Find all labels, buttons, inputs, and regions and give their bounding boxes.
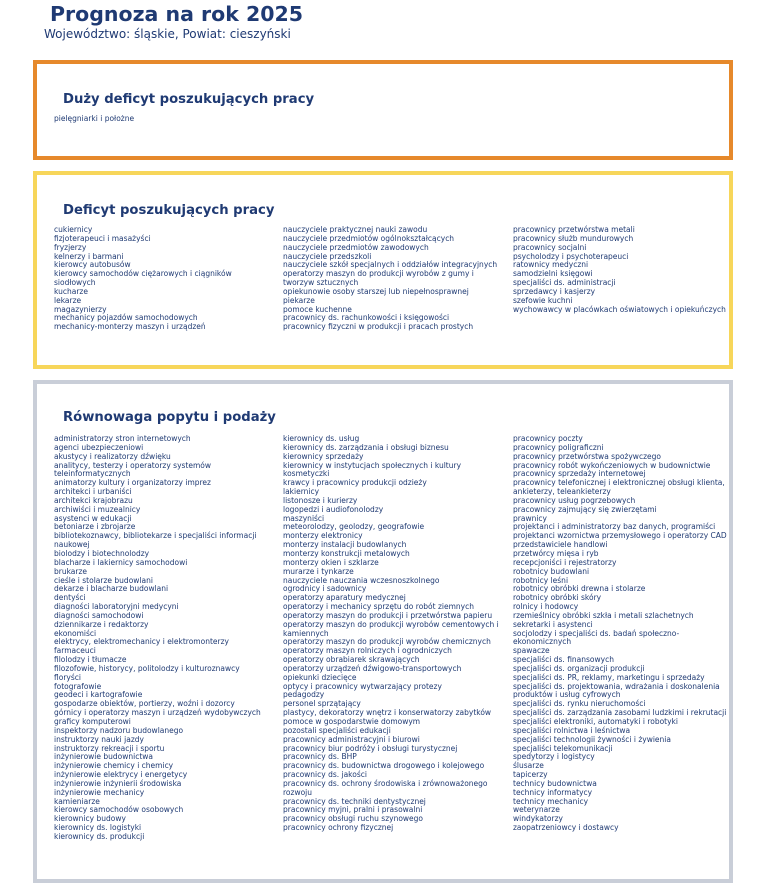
list-item: operatorzy maszyn rolniczych i ogrodniczych bbox=[283, 646, 452, 656]
list-item: wychowawcy w placówkach oświatowych i opiekuńczych bbox=[513, 304, 726, 314]
list-item: inżynierowie elektrycy i energetycy bbox=[54, 770, 188, 780]
list-item: fizjoterapeuci i masażyści bbox=[54, 233, 151, 243]
list-item: monterzy okien i szklarze bbox=[283, 557, 379, 567]
list-item: pracownicy poligraficzni bbox=[513, 442, 604, 452]
list-item: pracownicy służb mundurowych bbox=[513, 233, 634, 243]
list-item: pracownicy przetwórstwa metali bbox=[513, 225, 635, 234]
list-item: ratownicy medyczni bbox=[513, 260, 589, 270]
deficit-section bbox=[33, 171, 733, 369]
list-item: meteorolodzy, geolodzy, geografowie bbox=[283, 522, 425, 532]
list-item: specjaliści telekomunikacji bbox=[513, 743, 613, 753]
list-item: plastycy, dekoratorzy wnętrz i konserwatorzy zabytków bbox=[283, 708, 492, 718]
list-item: operatorzy i mechanicy sprzętu do robót ziemnych bbox=[283, 602, 474, 612]
list-item: specjaliści rolnictwa i leśnictwa bbox=[513, 725, 631, 735]
list-item: psycholodzy i psychoterapeuci bbox=[513, 251, 629, 261]
list-item: kierownicy ds. usług bbox=[283, 434, 360, 443]
list-item: inżynierowie budownictwa bbox=[54, 752, 154, 762]
list-item: lekarze bbox=[54, 295, 82, 305]
balance-section bbox=[33, 380, 733, 883]
list-item: projektanci wzornictwa przemysłowego i operatorzy CAD bbox=[513, 531, 727, 541]
list-item: dentyści bbox=[54, 593, 86, 603]
list-item: nauczyciele przedmiotów zawodowych bbox=[283, 242, 429, 252]
deficit-column-2 bbox=[283, 226, 499, 332]
list-item: windykatorzy bbox=[513, 814, 563, 824]
list-item: operatorzy aparatury medycznej bbox=[283, 593, 406, 603]
list-item: projektanci i administratorzy baz danych, programiści bbox=[513, 522, 716, 532]
list-item: pracownicy obsługi ruchu szynowego bbox=[283, 814, 424, 824]
list-item: pracownicy ds. jakości bbox=[283, 770, 367, 780]
list-item: specjaliści ds. PR, reklamy, marketingu i sprzedaży bbox=[513, 672, 705, 682]
list-item: operatorzy maszyn do produkcji wyrobów chemicznych bbox=[283, 637, 491, 647]
list-item: instruktorzy rekreacji i sportu bbox=[54, 743, 165, 753]
list-item: opiekunowie osoby starszej lub niepełnosprawnej bbox=[283, 286, 469, 296]
list-item: pracownicy robót wykończeniowych w budownictwie bbox=[513, 460, 711, 470]
list-item: pracownicy biur podróży i obsługi turystycznej bbox=[283, 743, 458, 753]
list-item: kucharze bbox=[54, 286, 88, 296]
list-item: inspektorzy nadzoru budowlanego bbox=[54, 725, 184, 735]
list-item: archiwiści i muzealnicy bbox=[54, 504, 141, 514]
list-item: tapicerzy bbox=[513, 770, 548, 780]
list-item: pracownicy poczty bbox=[513, 434, 583, 443]
list-item: pracownicy ds. ochrony środowiska i zrównoważonego rozwoju bbox=[283, 778, 488, 797]
list-item: pozostali specjaliści edukacji bbox=[283, 725, 391, 735]
list-item: mechanicy-monterzy maszyn i urządzeń bbox=[54, 322, 206, 332]
list-item: analitycy, testerzy i operatorzy systemów teleinformatycznych bbox=[54, 460, 212, 479]
list-item: piekarze bbox=[283, 295, 315, 305]
list-item: pracownicy telefonicznej i elektronicznej obsługi klienta, ankieterzy, teleankieterzy bbox=[513, 478, 725, 497]
list-item: asystenci w edukacji bbox=[54, 513, 132, 523]
list-item: pracownicy usług pogrzebowych bbox=[513, 495, 636, 505]
list-item: nauczyciele szkół specjalnych i oddziałów integracyjnych bbox=[283, 260, 498, 270]
list-item: specjaliści ds. projektowania, wdrażania i doskonalenia produktów i usług cyfrowych bbox=[513, 681, 720, 700]
list-item: spedytorzy i logistycy bbox=[513, 752, 595, 762]
list-item: nauczyciele praktycznej nauki zawodu bbox=[283, 225, 428, 234]
list-item: kierownicy ds. logistyki bbox=[54, 823, 142, 833]
list-item: nauczyciele nauczania wczesnoszkolnego bbox=[283, 575, 440, 585]
list-item: pracownicy socjalni bbox=[513, 242, 587, 252]
list-item: kelnerzy i barmani bbox=[54, 251, 124, 261]
list-item: krawcy i pracownicy produkcji odzieży bbox=[283, 478, 427, 488]
list-item: nauczyciele przedszkoli bbox=[283, 251, 372, 261]
list-item: gospodarze obiektów, portierzy, woźni i dozorcy bbox=[54, 699, 235, 709]
list-item: kosmetyczki bbox=[283, 469, 330, 479]
list-item: lakiernicy bbox=[283, 487, 320, 497]
list-item: ogrodnicy i sadownicy bbox=[283, 584, 367, 594]
list-item: pedagodzy bbox=[283, 690, 325, 700]
list-item: pomoce kuchenne bbox=[283, 304, 352, 314]
list-item: kierownicy budowy bbox=[54, 814, 126, 824]
list-item: inżynierowie chemicy i chemicy bbox=[54, 761, 174, 771]
list-item: kierowcy samochodów osobowych bbox=[54, 805, 184, 815]
list-item: sprzedawcy i kasjerzy bbox=[513, 286, 596, 296]
list-item: biolodzy i biotechnolodzy bbox=[54, 548, 150, 558]
list-item: filolodzy i tłumacze bbox=[54, 655, 127, 665]
list-item: kierowcy autobusów bbox=[54, 260, 131, 270]
deficit-title: Deficyt poszukujących pracy bbox=[63, 203, 275, 218]
list-item: robotnicy leśni bbox=[513, 575, 569, 585]
list-item: pracownicy fizyczni w produkcji i pracach prostych bbox=[283, 322, 474, 332]
list-item: socjolodzy i specjaliści ds. badań społeczno-ekonomicznych bbox=[513, 628, 680, 647]
list-item: operatorzy maszyn do produkcji wyrobów z gumy i tworzyw sztucznych bbox=[283, 269, 474, 288]
large-deficit-list bbox=[54, 115, 274, 124]
list-item: kierowcy samochodów ciężarowych i ciągników siodłowych bbox=[54, 269, 232, 288]
list-item: blacharze i lakiernicy samochodowi bbox=[54, 557, 188, 567]
list-item: pracownicy przetwórstwa spożywczego bbox=[513, 451, 661, 461]
list-item: betoniarze i zbrojarze bbox=[54, 522, 136, 532]
list-item: dziennikarze i redaktorzy bbox=[54, 619, 149, 629]
list-item: architekci i urbaniści bbox=[54, 487, 132, 497]
list-item: animatorzy kultury i organizatorzy imprez bbox=[54, 478, 211, 488]
list-item: listonosze i kurierzy bbox=[283, 495, 358, 505]
list-item: specjaliści ds. rynku nieruchomości bbox=[513, 699, 646, 709]
list-item: technicy informatycy bbox=[513, 787, 593, 797]
list-item: recepcjoniści i rejestratorzy bbox=[513, 557, 617, 567]
list-item: akustycy i realizatorzy dźwięku bbox=[54, 451, 171, 461]
list-item: optycy i pracownicy wytwarzający protezy bbox=[283, 681, 442, 691]
list-item: rzemieślnicy obróbki szkła i metali szlachetnych bbox=[513, 610, 694, 620]
list-item: architekci krajobrazu bbox=[54, 495, 133, 505]
list-item: diagności samochodowi bbox=[54, 610, 144, 620]
page-subtitle: Województwo: śląskie, Powiat: cieszyński bbox=[44, 27, 291, 41]
list-item: pracownicy myjni, pralni i prasowalni bbox=[283, 805, 423, 815]
list-item: pracownicy ds. budownictwa drogowego i kolejowego bbox=[283, 761, 485, 771]
list-item: rolnicy i hodowcy bbox=[513, 602, 579, 612]
list-item: farmaceuci bbox=[54, 646, 96, 656]
list-item: specjaliści ds. organizacji produkcji bbox=[513, 663, 645, 673]
list-item: bibliotekoznawcy, bibliotekarze i specjaliści informacji naukowej bbox=[54, 531, 257, 550]
list-item: monterzy instalacji budowlanych bbox=[283, 540, 407, 550]
list-item: kamieniarze bbox=[54, 796, 100, 806]
list-item: pomoce w gospodarstwie domowym bbox=[283, 717, 421, 726]
list-item: spawacze bbox=[513, 646, 550, 656]
list-item: pielęgniarki i położne bbox=[54, 114, 135, 123]
list-item: opiekunki dziecięce bbox=[283, 672, 357, 682]
list-item: samodzielni księgowi bbox=[513, 269, 593, 279]
list-item: magazynierzy bbox=[54, 304, 107, 314]
list-item: pracownicy ds. BHP bbox=[283, 752, 357, 762]
list-item: sekretarki i asystenci bbox=[513, 619, 593, 629]
list-item: operatorzy maszyn do produkcji i przetwórstwa papieru bbox=[283, 610, 493, 620]
list-item: pracownicy sprzedaży internetowej bbox=[513, 469, 646, 479]
list-item: pracownicy ds. techniki dentystycznej bbox=[283, 796, 426, 806]
list-item: graficy komputerowi bbox=[54, 717, 131, 726]
list-item: logopedzi i audiofonolodzy bbox=[283, 504, 384, 514]
list-item: pracownicy zajmujący się zwierzętami bbox=[513, 504, 657, 514]
list-item: specjaliści ds. administracji bbox=[513, 278, 616, 288]
list-item: pracownicy administracyjni i biurowi bbox=[283, 734, 420, 744]
list-item: specjaliści ds. zarządzania zasobami ludzkimi i rekrutacji bbox=[513, 708, 727, 718]
list-item: kierownicy ds. produkcji bbox=[54, 831, 145, 841]
list-item: administratorzy stron internetowych bbox=[54, 434, 191, 443]
list-item: zaopatrzeniowcy i dostawcy bbox=[513, 823, 619, 833]
list-item: pracownicy ochrony fizycznej bbox=[283, 823, 394, 833]
list-item: robotnicy budowlani bbox=[513, 566, 590, 576]
list-item: specjaliści ds. finansowych bbox=[513, 655, 614, 665]
list-item: operatorzy maszyn do produkcji wyrobów cementowych i kamiennych bbox=[283, 619, 499, 638]
list-item: ślusarze bbox=[513, 761, 544, 771]
list-item: fotografowie bbox=[54, 681, 102, 691]
list-item: monterzy elektronicy bbox=[283, 531, 363, 541]
list-item: murarze i tynkarze bbox=[283, 566, 354, 576]
large-deficit-section bbox=[33, 60, 733, 160]
list-item: diagności laboratoryjni medycyni bbox=[54, 602, 179, 612]
list-item: szefowie kuchni bbox=[513, 295, 573, 305]
list-item: fryzjerzy bbox=[54, 242, 87, 252]
deficit-column-3 bbox=[513, 226, 729, 314]
list-item: robotnicy obróbki drewna i stolarze bbox=[513, 584, 646, 594]
list-item: ekonomiści bbox=[54, 628, 97, 638]
list-item: nauczyciele przedmiotów ogólnokształcących bbox=[283, 233, 455, 243]
list-item: brukarze bbox=[54, 566, 88, 576]
list-item: pracownicy ds. rachunkowości i księgowości bbox=[283, 313, 450, 323]
list-item: robotnicy obróbki skóry bbox=[513, 593, 602, 603]
list-item: górnicy i operatorzy maszyn i urządzeń wydobywczych bbox=[54, 708, 261, 718]
list-item: technicy budownictwa bbox=[513, 778, 597, 788]
deficit-column-1 bbox=[54, 226, 274, 332]
list-item: maszyniści bbox=[283, 513, 325, 523]
list-item: floryści bbox=[54, 672, 81, 682]
list-item: przedstawiciele handlowi bbox=[513, 540, 608, 550]
list-item: operatorzy urządzeń dźwigowo-transportowych bbox=[283, 663, 462, 673]
list-item: personel sprzątający bbox=[283, 699, 361, 709]
list-item: kierownicy sprzedaży bbox=[283, 451, 364, 461]
list-item: kierownicy ds. zarządzania i obsługi biznesu bbox=[283, 442, 449, 452]
list-item: cukiernicy bbox=[54, 225, 93, 234]
list-item: monterzy konstrukcji metalowych bbox=[283, 548, 410, 558]
balance-title: Równowaga popytu i podaży bbox=[63, 410, 276, 425]
list-item: inżynierowie inżynierii środowiska bbox=[54, 778, 182, 788]
balance-column-2 bbox=[283, 435, 499, 833]
balance-column-1 bbox=[54, 435, 274, 842]
list-item: dekarze i blacharze budowlani bbox=[54, 584, 169, 594]
list-item: mechanicy pojazdów samochodowych bbox=[54, 313, 198, 323]
large-deficit-title: Duży deficyt poszukujących pracy bbox=[63, 92, 315, 107]
list-item: geodeci i kartografowie bbox=[54, 690, 143, 700]
list-item: elektrycy, elektromechanicy i elektromonterzy bbox=[54, 637, 229, 647]
list-item: specjaliści technologii żywności i żywienia bbox=[513, 734, 671, 744]
list-item: filozofowie, historycy, politolodzy i kulturoznawcy bbox=[54, 663, 240, 673]
list-item: agenci ubezpieczeniowi bbox=[54, 442, 144, 452]
list-item: instruktorzy nauki jazdy bbox=[54, 734, 144, 744]
list-item: inżynierowie mechanicy bbox=[54, 787, 145, 797]
list-item: specjaliści elektroniki, automatyki i robotyki bbox=[513, 717, 678, 726]
page-title: Prognoza na rok 2025 bbox=[50, 2, 304, 26]
list-item: prawnicy bbox=[513, 513, 547, 523]
list-item: cieśle i stolarze budowlani bbox=[54, 575, 153, 585]
balance-column-3 bbox=[513, 435, 729, 833]
list-item: przetwórcy mięsa i ryb bbox=[513, 548, 599, 558]
list-item: weterynarze bbox=[513, 805, 560, 815]
list-item: kierownicy w instytucjach społecznych i kultury bbox=[283, 460, 462, 470]
list-item: operatorzy obrabiarek skrawających bbox=[283, 655, 420, 665]
list-item: technicy mechanicy bbox=[513, 796, 589, 806]
